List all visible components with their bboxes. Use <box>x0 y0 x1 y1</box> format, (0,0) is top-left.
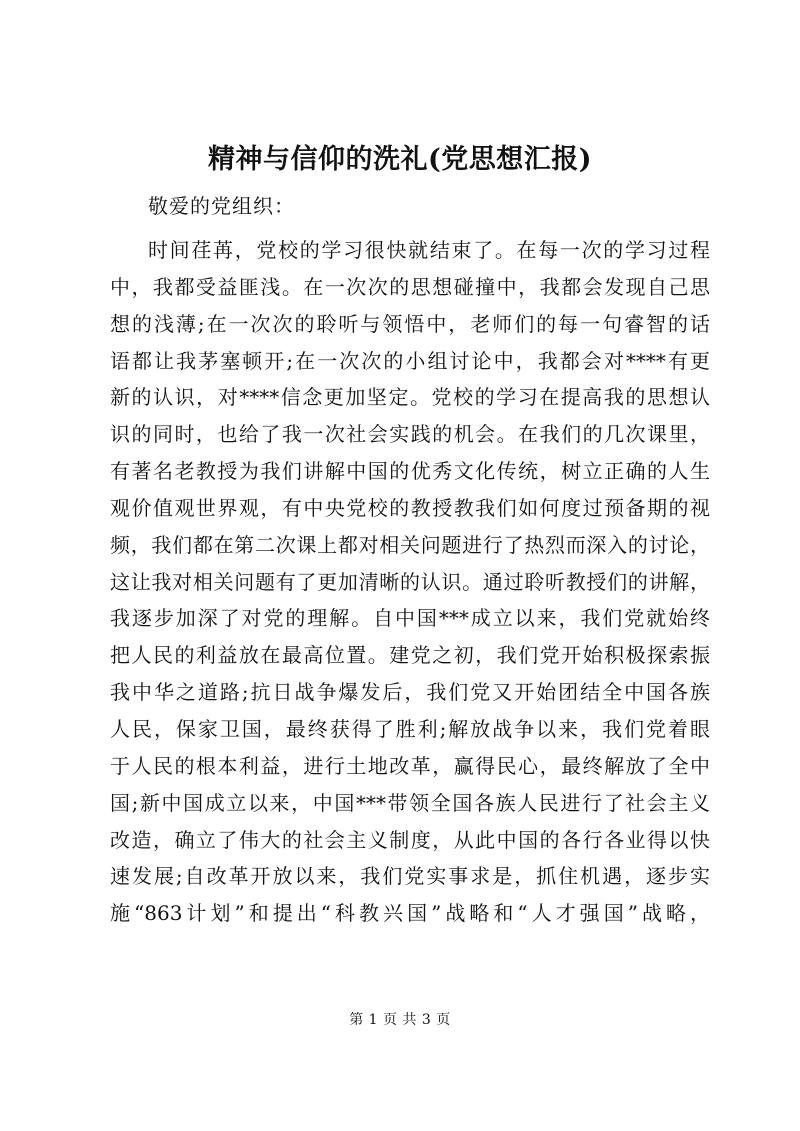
body-line: 时间荏苒，党校的学习很快就结束了。在每一次的学习过程 <box>148 238 710 262</box>
body-line: 观价值观世界观，有中央党校的教授教我们如何度过预备期的视 <box>110 495 710 520</box>
page-number: 第 1 页 共 3 页 <box>349 1012 451 1028</box>
salutation: 敬爱的党组织： <box>148 194 295 218</box>
body-line: 我逐步加深了对党的理解。自中国***成立以来，我们党就始终 <box>110 606 710 631</box>
body-line: 中，我都受益匪浅。在一次次的思想碰撞中，我都会发现自己思 <box>110 274 710 299</box>
body-line: 这让我对相关问题有了更加清晰的认识。通过聆听教授们的讲解， <box>110 569 710 594</box>
body-line: 我中华之道路;抗日战争爆发后，我们党又开始团结全中国各族 <box>110 680 710 705</box>
body-line: 频，我们都在第二次课上都对相关问题进行了热烈而深入的讨论， <box>110 532 710 557</box>
body-line: 施“863计划”和提出“科教兴国”战略和“人才强国”战略， <box>110 901 710 926</box>
body-line: 有著名老教授为我们讲解中国的优秀文化传统，树立正确的人生 <box>110 459 710 484</box>
document-body <box>110 232 710 932</box>
document-title: 精神与信仰的洗礼(党思想汇报) <box>207 144 593 175</box>
body-line: 速发展;自改革开放以来，我们党实事求是，抓住机遇，逐步实 <box>110 864 710 889</box>
body-line: 于人民的根本利益，进行土地改革，赢得民心，最终解放了全中 <box>110 753 710 778</box>
body-line: 国;新中国成立以来，中国***带领全国各族人民进行了社会主义 <box>110 790 710 815</box>
body-line: 语都让我茅塞顿开;在一次次的小组讨论中，我都会对****有更 <box>110 348 710 373</box>
body-line: 改造，确立了伟大的社会主义制度，从此中国的各行各业得以快 <box>110 827 710 852</box>
body-line: 新的认识，对****信念更加坚定。党校的学习在提高我的思想认 <box>110 385 710 410</box>
body-line: 人民，保家卫国，最终获得了胜利;解放战争以来，我们党着眼 <box>110 716 710 741</box>
body-line: 想的浅薄;在一次次的聆听与领悟中，老师们的每一句睿智的话 <box>110 311 710 336</box>
body-line: 识的同时，也给了我一次社会实践的机会。在我们的几次课里， <box>110 422 710 447</box>
body-line: 把人民的利益放在最高位置。建党之初，我们党开始积极探索振 <box>110 643 710 668</box>
